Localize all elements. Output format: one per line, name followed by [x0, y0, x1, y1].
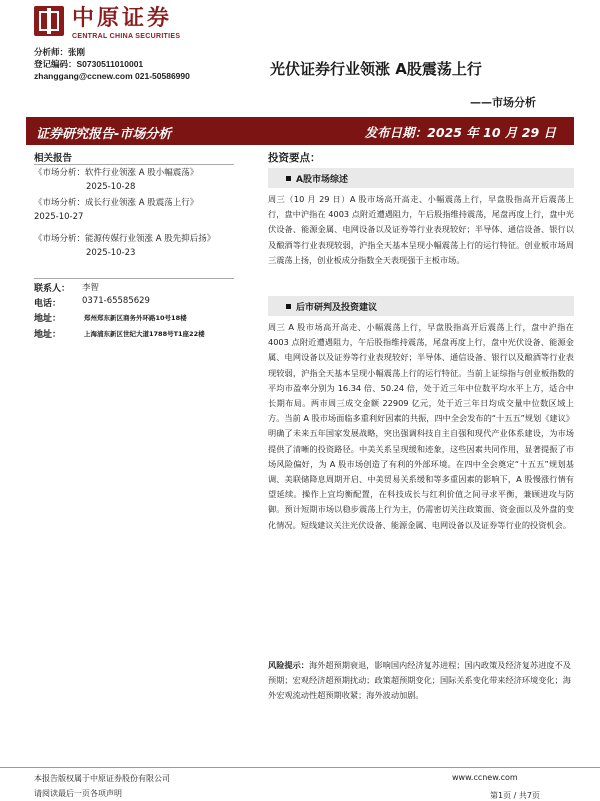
address-label: 地址： [34, 330, 62, 340]
registration-line: 登记编码：S0730511010001 [34, 59, 144, 69]
phone-label: 电话： [34, 299, 62, 309]
section-title: A股市场综述 [296, 175, 348, 185]
divider [34, 164, 234, 165]
market-summary-text: 周三（10 月 29 日）A 股市场高开高走、小幅震荡上行，早盘股指高开后震荡上行，盘中沪指在 4003 点附近遭遇阻力，午后股指维持震荡，尾盘再度上行，盘中光伏设备、能源金属、电网设备以及证券等行业表现较好；半导体、通信设备、银行以及酿酒等行业表现较弱，沪指全天基本呈现小幅震荡上行的运行特征。创业板市场周三震荡上扬，创业板成分指数全天表现强于主板市场。 [268, 194, 574, 265]
related-report-title: 《市场分析：成长行业领涨 A 股震荡上行》 [34, 198, 199, 208]
related-report-date: 2025-10-27 [34, 212, 84, 222]
footer-divider [0, 767, 600, 768]
risk-text: 海外超预期衰退，影响国内经济复苏进程；国内政策及经济复苏进度不及预期；宏观经济超预期扰动；政策超预期变化；国际关系变化带来经济环境变化；海外宏观流动性超预期收紧；海外波动加剧。 [268, 660, 571, 701]
related-report-2[interactable] [34, 196, 244, 222]
address-shanghai: 上海浦东新区世纪大道1788号T1座22楼 [84, 330, 205, 338]
bullet-square-icon [286, 304, 291, 309]
website-link[interactable]: www.ccnew.com [452, 773, 518, 782]
report-category: 证券研究报告-市场分析 [36, 127, 172, 142]
copyright-notice: 本报告版权属于中原证券股份有限公司 [34, 774, 170, 783]
phone-number: 0371-65585629 [82, 296, 150, 306]
logo-chinese-name: 中原证券 [72, 6, 173, 31]
outlook-text: 周三 A 股市场高开高走、小幅震荡上行，早盘股指高开后震荡上行，盘中沪指在 4003 点附近遭遇阻力，午后股指维持震荡，尾盘再度上行，盘中光伏设备、能源金属、电网设备以及证券等行业表现较好；半导体、通信设备、银行以及酿酒等行业表现较弱，沪指全天基本呈现小幅震荡上行的运行特征。当前上证综指与创业板指数的平均市盈率分别为 16.34 倍、50.24 倍，处于近三年中位数平均水平上方，适合中长期布局。两市周三成交金额 22909 亿元，处于近三年日均成交量中位数区域上方。当前 A 股市场面临多重利好因素的共振，四中全会发布的“十五五”规划《建议》明确了未来五年国家发展战略，突出强调科技自主自强和现代产业体系建设，为市场提供了清晰的投资路径。中美关系呈现缓和迹象，这些因素共同作用，显著提振了市场风险偏好，为 A 股市场创造了有利的外部环境。在四中全会奠定“十五五”规划基调、美联储降息周期开启、中美贸易关系缓和等多重因素的影响下，A 股慢涨行情有望延续。操作上宜均衡配置，在科技成长与红利价值之间寻求平衡，兼顾进攻与防御。预计短期市场以稳步震荡上行为主，仍需密切关注政策面、资金面以及外盘的变化情况。短线建议关注光伏设备、能源金属、电网设备以及证券等行业的投资机会。 [268, 322, 574, 530]
related-report-date: 2025-10-23 [86, 248, 136, 258]
related-reports-heading: 相关报告 [34, 153, 73, 164]
contact-person-label: 联系人： [34, 284, 71, 294]
disclaimer-notice[interactable]: 请阅读最后一页各项声明 [34, 789, 122, 798]
report-banner [26, 117, 574, 145]
logo-english-name: CENTRAL CHINA SECURITIES [72, 33, 181, 40]
analyst-line: 分析师：张刚 [34, 47, 86, 57]
related-report-title: 《市场分析：能源传媒行业领涨 A 股先抑后扬》 [34, 234, 216, 244]
related-report-1[interactable] [34, 166, 244, 192]
related-report-3[interactable] [34, 232, 244, 258]
section-title: 后市研判及投资建议 [296, 303, 378, 313]
divider [34, 278, 234, 279]
contact-person: 李智 [82, 283, 100, 293]
report-subtitle: ——市场分析 [470, 96, 536, 109]
risk-warning [268, 658, 574, 704]
page-number: 第1页 / 共7页 [490, 791, 540, 800]
risk-label: 风险提示： [268, 660, 309, 670]
address-zhengzhou: 郑州郑东新区商务外环路10号18楼 [84, 314, 187, 322]
publish-date: 发布日期：2025 年 10 月 29 日 [364, 125, 556, 140]
related-report-date: 2025-10-28 [86, 182, 136, 192]
bullet-square-icon [286, 176, 291, 181]
report-title: 光伏证券行业领涨 A股震荡上行 [270, 60, 482, 78]
company-logo-icon [34, 6, 64, 36]
analyst-contact[interactable]: zhanggang@ccnew.com 021-50586990 [34, 71, 190, 81]
related-report-title: 《市场分析：软件行业领涨 A 股小幅震荡》 [34, 168, 199, 178]
investment-points-heading: 投资要点： [268, 152, 321, 164]
address-label: 地址： [34, 314, 62, 324]
